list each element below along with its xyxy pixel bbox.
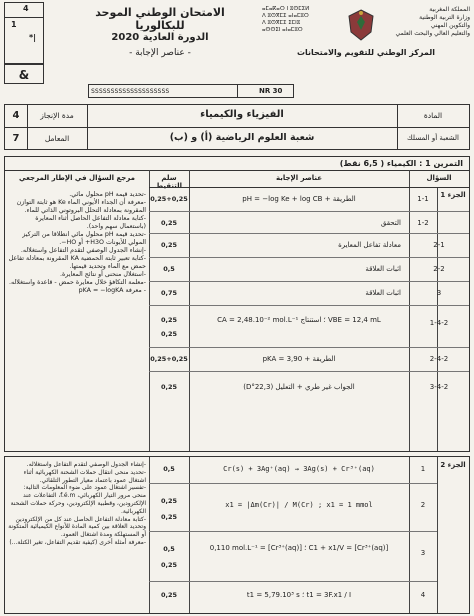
branch-value: شعبة العلوم الرياضية (أ) و (ب) (169, 132, 315, 143)
question-number: 2-1 (433, 241, 445, 249)
question-number: 1-4-2 (429, 319, 449, 327)
center-name: المركز الوطني للتقويم والامتحانات (296, 48, 436, 57)
subject-label: المادة (423, 111, 443, 120)
answer-text: اثبات العلاقة (365, 265, 401, 273)
score: 0,5 0,25 (160, 545, 178, 569)
question-number: 3 (436, 289, 442, 297)
question-number: 3 (420, 549, 426, 557)
question-number: 4 (420, 591, 426, 599)
part2-label: الجزء 2 (440, 461, 466, 469)
answer-text: [Cr³⁺(aq)] = C1 + x1/V ؛ [Cr³⁺(aq)] = 0,110 mol.L⁻¹ (209, 544, 389, 552)
branch-label: الشعبة أو المسلك (407, 134, 459, 142)
coat-of-arms-logo (346, 8, 376, 42)
answer-text: الطريقة + pKA = 3,90 (262, 355, 336, 363)
score: 0,25+0,25 (150, 195, 188, 203)
exam-code: NR 30 (259, 87, 283, 95)
divider (409, 457, 410, 613)
info-table (4, 104, 470, 150)
exam-title: الامتحان الوطني الموحد للبكالوريا (95, 6, 225, 32)
divider (149, 483, 437, 484)
ministry-name: المملكة المغربية وزارة التربية الوطنية والتكوين المهني والتعليم العالي والبحث العلمي (395, 6, 470, 37)
divider (237, 85, 238, 97)
page-total: 4 (23, 4, 29, 13)
answers-table-2 (4, 456, 470, 614)
page-number-box (4, 2, 44, 64)
page-symbol: *| (29, 33, 37, 42)
divider (149, 211, 469, 212)
answer-text: اثبات العلاقة (365, 289, 401, 297)
divider (149, 371, 469, 372)
divider (149, 170, 150, 451)
score: 0,25 (160, 241, 178, 249)
coef-value: 7 (12, 133, 20, 144)
divider (5, 127, 469, 128)
coef-label: المعامل (44, 134, 70, 143)
amp-symbol: & (18, 68, 30, 82)
divider (437, 457, 438, 613)
reference-text-1: -تحديد قيمة pH محلول مائي. -معرفة أن الجداء الأيوني الماء Ke هو ثابتة التوازن المقرونة بمعادلة التحلل البروتوني الذاتي للماء. -كتابة معادلة التفاعل الحاصل أثناء المعايرة (باستعمال سهم واحد). -تحديد قيمة pH محلول مائي انطلاقا من التركيز المولي للأيونات H3O+ أو HO−. -إنشاء الجدول الوصفي لتقدم التفاعل واستغلاله. -كتابة تعبير ثابتة الحمضية KA المقرونة بمعادلة تفاعل حمض مع الماء وتحديد قيمتها. -استغلال منحنى أو نتائج المعايرة. -معلمة التكافؤ خلال معايرة حمض - قاعدة واستغلاله. - معرفة pKA = −logKA (8, 191, 146, 294)
score: 0,25 (160, 219, 178, 227)
code-box (88, 84, 294, 98)
answer-text: x1 = |Δm(Cr)| / M(Cr) ; x1 = 1 mmol (225, 501, 373, 509)
subtitle: - عناصر الإجابة - (129, 48, 191, 58)
question-number: 1 (420, 465, 426, 473)
divider (149, 233, 469, 234)
divider (149, 257, 469, 258)
question-number: 1-2 (417, 219, 429, 227)
question-number: 2-4-2 (429, 355, 449, 363)
answer-text: الطريقة + pH = −log Ke + log CB (242, 195, 356, 203)
divider (5, 170, 469, 171)
part1-label: الجزء 1 (440, 191, 466, 199)
duration-value: 4 (12, 110, 20, 121)
score: 0,5 (163, 465, 175, 473)
score: 0,25 0,25 (160, 497, 178, 521)
question-number: 3-4-2 (429, 383, 449, 391)
ss-code: SSSSSSSSSSSSSSSSSSSS (91, 87, 170, 95)
divider (189, 457, 190, 613)
score: 0,25 0,25 (160, 316, 178, 338)
answer-text: VBE = 12,4 mL ؛ استنتاج CA = 2,48.10⁻² mol.L⁻¹ (217, 316, 381, 324)
score: 0,75 (160, 289, 178, 297)
divider (189, 170, 190, 451)
header-reference: مرجع السؤال في الإطار المرجعي (19, 174, 135, 182)
answers-table-1 (4, 156, 470, 452)
question-number: 2-2 (433, 265, 445, 273)
score: 0,25 (160, 591, 178, 599)
page-current: 1 (11, 20, 17, 29)
question-number: 2 (420, 501, 426, 509)
divider (149, 347, 469, 348)
divider (149, 581, 437, 582)
tifinagh-text: ⴰⵎⴰⴽⴰⵔ ⵏ ⵓⵙⵎⵉⵍ ⴷ ⵓⵙⴳⵎⵉ ⴰⵏⴰⵎⵓⵔ ⴷ ⵓⵙⴳⵎⵉ ⵉⵎⵏⵓ ⴰⵙⵙⵉⵏ ⴰⵏⴰⵎⵓⵔ (262, 6, 310, 33)
subject-value: الفيزياء والكيمياء (200, 109, 284, 120)
score: 0,25 (160, 383, 178, 391)
score: 0,25+0,25 (150, 355, 188, 363)
duration-label: مدة الإنجاز (40, 111, 74, 120)
divider (149, 281, 469, 282)
answer-text: الجواب غير طري + التعليل (22,3°D) (243, 383, 355, 391)
divider (149, 305, 469, 306)
answer-text: Cr(s) + 3Ag⁺(aq) → 3Ag(s) + Cr³⁺(aq) (223, 465, 375, 473)
question-number: 1-1 (417, 195, 429, 203)
divider (149, 457, 150, 613)
divider (5, 17, 43, 18)
answer-text: t1 = 3F.x1 / I ؛ t1 = 5,79.10³ s (246, 591, 352, 599)
exercise-title: التمرين 1 : الكيمياء ( 6,5 نقط) (339, 159, 463, 168)
answer-text: معادلة تفاعل المعايرة (338, 241, 401, 249)
session: الدورة العادية 2020 (111, 32, 209, 43)
reference-text-2: -إنشاء الجدول الوصفي لتقدم التفاعل واستغلاله. -تحديد منحى انتقال حملات الشحنة الكهربائية أثناء اشتغال عمود باعتماد معيار التطور التلقائي. -تفسير اشتغال عمود على ضوء المعلومات التالية: منحى مرور التيار الكهربائي، f.é.m، التفاعلات عند الإلكترودين، وقطبية الإلكترودين، وحركة حملات الشحنة الكهربائية. -كتابة معادلة التفاعل الحاصل عند كل من الإلكترودين وتحديد العلاقة بين كمية المادة للأنواع الكيميائية المتكونة أو المستهلكة ومدة اشتغال العمود. -معرفة أمثلة أخرى (كيفية تقديم التفاعل، تغير الكتلة...) (8, 461, 146, 546)
answer-text: التحقق (380, 219, 401, 227)
divider (409, 170, 410, 451)
amp-box (4, 64, 44, 84)
divider (149, 187, 469, 188)
header-answer: عناصر الإجابة (276, 174, 322, 182)
score: 0,5 (163, 265, 175, 273)
header-scale: سلم التنقيط (155, 174, 183, 190)
divider (149, 531, 437, 532)
header-question: السؤال (426, 174, 452, 182)
